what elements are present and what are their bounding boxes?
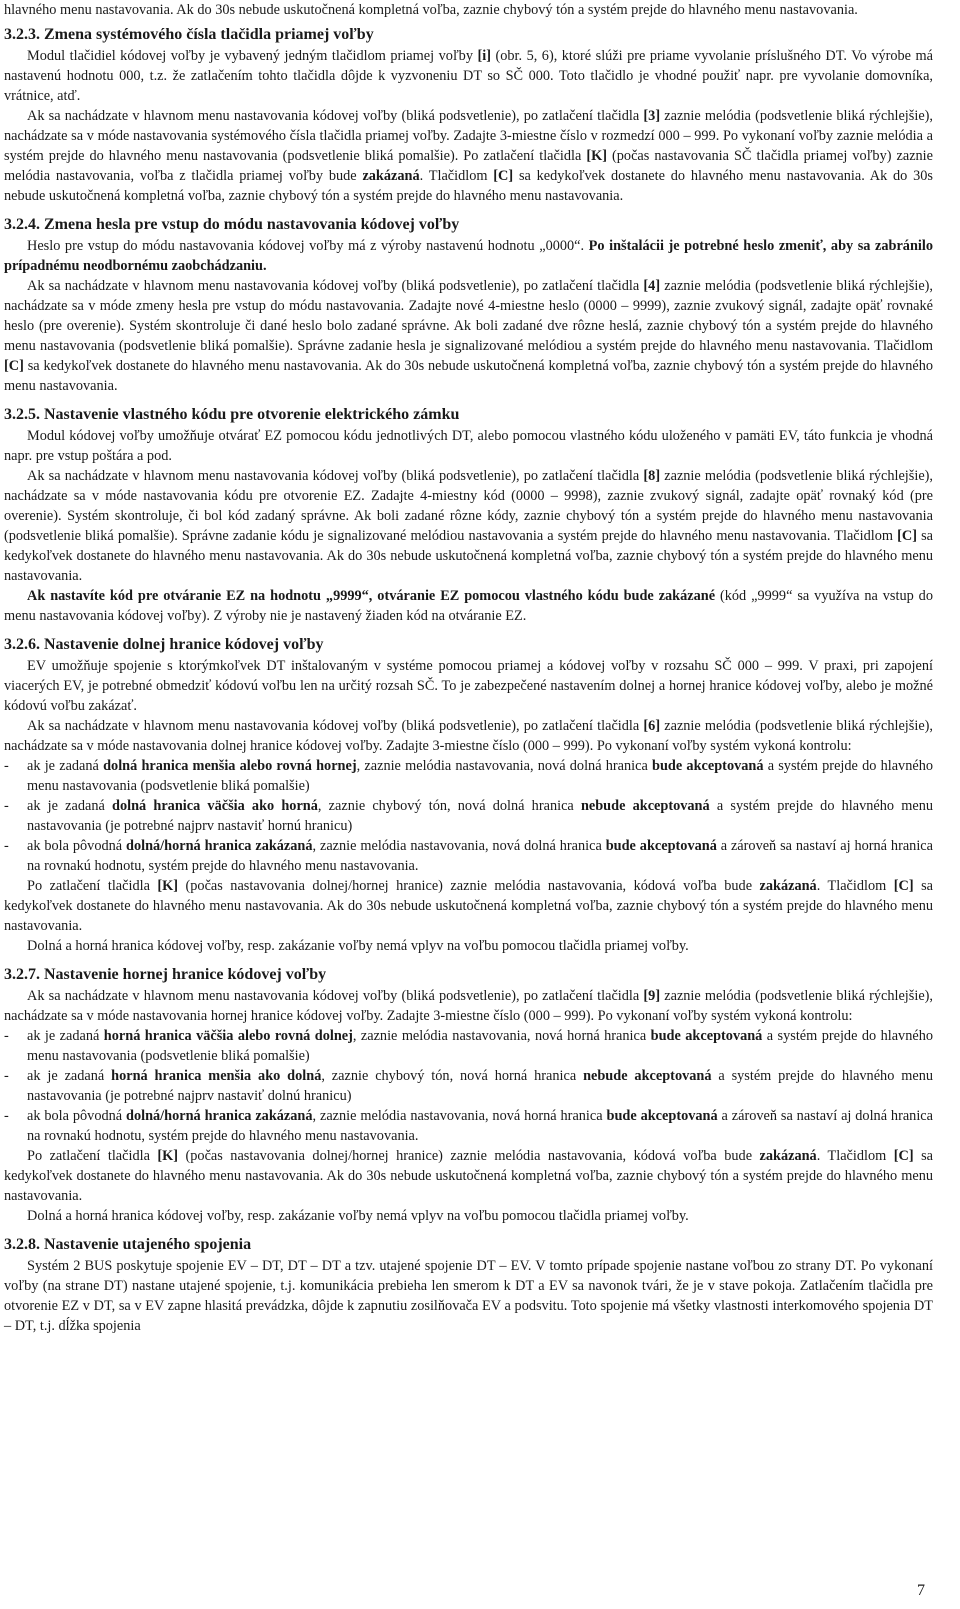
text-run: ak bola pôvodná <box>27 838 127 854</box>
list-item <box>4 796 933 836</box>
text-run: Po zatlačení tlačidla <box>27 1148 158 1164</box>
text-run: (kód „9999“ sa využíva na vstup do menu nastavovania kódovej voľby). Z výroby nie je nastavený žiaden kód na otváranie EZ. <box>4 588 933 624</box>
text-run: 3.2.4. Zmena hesla pre vstup do módu nastavovania kódovej voľby <box>4 216 460 233</box>
text-run: (počas nastavovania dolnej/hornej hranice) zaznie melódia nastavovania, kódová voľba bude <box>178 1148 760 1164</box>
bold-text: [C] <box>893 878 914 894</box>
section-heading <box>4 964 933 985</box>
text-run: . Tlačidlom <box>419 168 494 184</box>
text-run: ak je zadaná <box>27 758 104 774</box>
text-run: sa kedykoľvek dostanete do hlavného menu nastavovania. Ak do 30s nebude uskutočnená kompletná voľba, zaznie chybový tón a systém prejde do hlavného menu nastavovania. <box>4 358 933 394</box>
text-run: (počas nastavovania dolnej/hornej hranice) zaznie melódia nastavovania, kódová voľba bude <box>178 878 760 894</box>
bold-text: horná hranica menšia ako dolná <box>111 1068 322 1084</box>
text-run: 3.2.3. Zmena systémového čísla tlačidla priamej voľby <box>4 26 374 43</box>
text-run: 3.2.8. Nastavenie utajeného spojenia <box>4 1236 252 1253</box>
text-run: a zároveň sa nastaví aj dolná hranica na rovnakú hodnotu, systém prejde do hlavného menu nastavovania. <box>27 1108 933 1144</box>
paragraph <box>4 586 933 626</box>
text-run: Dolná a horná hranica kódovej voľby, resp. zakázanie voľby nemá vplyv na voľbu pomocou tlačidla priamej voľby. <box>27 1208 689 1224</box>
paragraph <box>4 426 933 466</box>
document-body <box>4 0 933 1336</box>
text-run: Ak sa nachádzate v hlavnom menu nastavovania kódovej voľby (bliká podsvetlenie), po zatlačení tlačidla <box>27 278 644 294</box>
text-run: zaznie melódia (podsvetlenie bliká rýchlejšie), nachádzate sa v móde zmeny hesla pre vstup do módu nastavovania. Zadajte nové 4-miestne heslo (0000 – 9999), zaznie zvukový signál, zadajte opäť rovnaké heslo (pre overenie). Systém skontroluje či dané heslo bolo zadané správne. Ak boli zadané dve rôzne heslá, zaznie chybový tón a systém prejde do hlavného menu nastavovania (podsvetlenie bliká pomalšie). Správne zadanie hesla je signalizované melódiou a systém prejde do hlavného menu nastavovania. Tlačidlom <box>4 278 933 354</box>
paragraph <box>4 716 933 756</box>
text-run: 3.2.6. Nastavenie dolnej hranice kódovej voľby <box>4 636 324 653</box>
bold-text: [3] <box>643 108 661 124</box>
bold-text: dolná/horná hranica zakázaná <box>126 1108 313 1124</box>
text-run: Ak sa nachádzate v hlavnom menu nastavovania kódovej voľby (bliká podsvetlenie), po zatlačení tlačidla <box>27 468 644 484</box>
bold-text: [K] <box>157 1148 179 1164</box>
text-run: Dolná a horná hranica kódovej voľby, resp. zakázanie voľby nemá vplyv na voľbu pomocou tlačidla priamej voľby. <box>27 938 689 954</box>
paragraph <box>4 236 933 276</box>
list-bullet: - <box>4 758 9 774</box>
bold-text: zakázaná <box>362 168 420 184</box>
section-heading <box>4 634 933 655</box>
text-run: zaznie melódia (podsvetlenie bliká rýchlejšie), nachádzate sa v móde nastavovania kódu pre otvorenie EZ. Zadajte 4-miestny kód (0000 – 9998), zaznie zvukový signál, zadajte opäť rovnaký kód (pre overenie). Systém skontroluje, či bol kód zadaný správne. Ak boli zadané rôzne kódy, zaznie chybový tón a systém prejde do hlavného menu nastavovania (podsvetlenie bliká pomalšie). Správne zadanie kódu je signalizované melódiou nastavovania a systém prejde do hlavného menu nastavovania. Tlačidlom <box>4 468 933 544</box>
bold-text: [C] <box>893 1148 914 1164</box>
bold-text: [C] <box>4 358 24 374</box>
bold-text: zakázaná <box>759 878 817 894</box>
bold-text: zakázaná <box>759 1148 817 1164</box>
text-run: (počas nastavovania SČ tlačidla priamej voľby) zaznie melódia nastavovania, voľba z tlačidla priamej voľby bude <box>4 148 934 184</box>
text-run: sa kedykoľvek dostanete do hlavného menu nastavovania. Ak do 30s nebude uskutočnená kompletná voľba, zaznie chybový tón a systém prejde do hlavného menu nastavovania. <box>4 1148 933 1204</box>
text-run: . Tlačidlom <box>816 1148 894 1164</box>
bold-text: bude akceptovaná <box>606 1108 718 1124</box>
text-run: , zaznie melódia nastavovania, nová dolná hranica <box>312 838 606 854</box>
bold-text: [K] <box>157 878 179 894</box>
text-run: Heslo pre vstup do módu nastavovania kódovej voľby má z výroby nastavenú hodnotu „0000“. <box>27 238 589 254</box>
bold-text: horná hranica väčšia alebo rovná dolnej <box>103 1028 353 1044</box>
text-run: zaznie melódia (podsvetlenie bliká rýchlejšie), nachádzate sa v móde nastavovania systémového čísla tlačidla priamej voľby. Zadajte 3-miestne číslo v rozmedzí 000 – 999. Po vykonaní voľby zaznie melódia a systém prejde do hlavného menu nastavovania (podsvetlenie bliká pomalšie). Po zatlačení tlačidla <box>4 108 933 164</box>
text-run: zaznie melódia (podsvetlenie bliká rýchlejšie), nachádzate sa v móde nastavovania hornej hranice kódovej voľby. Zadajte 3-miestne číslo (000 – 999). Po vykonaní voľby systém vykoná kontrolu: <box>4 988 933 1024</box>
bold-text: [6] <box>643 718 661 734</box>
bold-text: [C] <box>897 528 917 544</box>
list-item <box>4 1106 933 1146</box>
bold-text: bude akceptovaná <box>605 838 717 854</box>
text-run: a systém prejde do hlavného menu nastavovania (je potrebné najprv nastaviť hornú hranicu) <box>27 798 933 834</box>
paragraph <box>4 656 933 716</box>
text-run: Ak sa nachádzate v hlavnom menu nastavovania kódovej voľby (bliká podsvetlenie), po zatlačení tlačidla <box>27 988 644 1004</box>
bold-text: nebude akceptovaná <box>580 798 710 814</box>
list-item <box>4 1026 933 1066</box>
bold-text: [4] <box>643 278 661 294</box>
text-run: , zaznie chybový tón, nová dolná hranica <box>317 798 581 814</box>
text-run: 3.2.5. Nastavenie vlastného kódu pre otvorenie elektrického zámku <box>4 406 460 423</box>
page-number: 7 <box>917 1582 925 1599</box>
text-run: Modul tlačidiel kódovej voľby je vybavený jedným tlačidlom priamej voľby <box>27 48 478 64</box>
paragraph <box>4 1206 933 1226</box>
section-heading <box>4 24 933 45</box>
text-run: EV umožňuje spojenie s ktorýmkoľvek DT inštalovaným v systéme pomocou priamej a kódovej voľby v rozsahu SČ 000 – 999. V praxi, pri zapojení viacerých EV, je potrebné obmedziť kódovú voľbu len na určitý rozsah SČ. To je zabezpečené nastavením dolnej a hornej hranice kódovej voľby, alebo je možné kódovú voľbu zakázať. <box>4 658 933 714</box>
text-run: ak bola pôvodná <box>27 1108 127 1124</box>
text-run: ak je zadaná <box>27 1028 104 1044</box>
bold-text: [C] <box>493 168 514 184</box>
paragraph <box>4 1146 933 1206</box>
text-run: sa kedykoľvek dostanete do hlavného menu nastavovania. Ak do 30s nebude uskutočnená kompletná voľba, zaznie chybový tón a systém prejde do hlavného menu nastavovania. <box>4 168 933 204</box>
bold-text: Ak nastavíte kód pre otváranie EZ na hodnotu „9999“, otváranie EZ pomocou vlastného kódu bude zakázané <box>27 588 716 604</box>
section-heading <box>4 214 933 235</box>
text-run: . Tlačidlom <box>816 878 894 894</box>
text-run: ak je zadaná <box>27 1068 112 1084</box>
bold-text: [K] <box>586 148 607 164</box>
paragraph <box>4 876 933 936</box>
text-run: a zároveň sa nastaví aj horná hranica na rovnakú hodnotu, systém prejde do hlavného menu nastavovania. <box>27 838 933 874</box>
list-item <box>4 756 933 796</box>
text-run: , zaznie chybový tón, nová horná hranica <box>321 1068 584 1084</box>
paragraph <box>4 0 933 20</box>
bold-text: Po inštalácii je potrebné heslo zmeniť, aby sa zabránilo prípadnému neodbornému zaobchádzaniu. <box>4 238 934 274</box>
text-run: Po zatlačení tlačidla <box>27 878 158 894</box>
text-run: a systém prejde do hlavného menu nastavovania (podsvetlenie bliká pomalšie) <box>27 1028 933 1064</box>
text-run: sa kedykoľvek dostanete do hlavného menu nastavovania. Ak do 30s nebude uskutočnená kompletná voľba, zaznie chybový tón a systém prejde do hlavného menu nastavovania. <box>4 878 933 934</box>
paragraph <box>4 276 933 396</box>
bold-text: [8] <box>643 468 661 484</box>
paragraph <box>4 936 933 956</box>
bold-text: nebude akceptovaná <box>583 1068 712 1084</box>
bold-text: bude akceptovaná <box>652 758 764 774</box>
text-run: 3.2.7. Nastavenie hornej hranice kódovej voľby <box>4 966 327 983</box>
list-item <box>4 1066 933 1106</box>
list-bullet: - <box>4 798 9 814</box>
bold-text: bude akceptovaná <box>650 1028 763 1044</box>
document-page <box>4 0 933 1609</box>
text-run: sa kedykoľvek dostanete do hlavného menu nastavovania. Ak do 30s nebude uskutočnená kompletná voľba, zaznie chybový tón a systém prejde do hlavného menu nastavovania. <box>4 528 934 584</box>
section-heading <box>4 1234 933 1255</box>
section-heading <box>4 404 933 425</box>
paragraph <box>4 106 933 206</box>
text-run: Modul kódovej voľby umožňuje otvárať EZ pomocou kódu jednotlivých DT, alebo pomocou vlastného kódu uloženého v pamäti EV, táto funkcia je vhodná napr. pre vstup poštára a pod. <box>4 428 933 464</box>
text-run: Ak sa nachádzate v hlavnom menu nastavovania kódovej voľby (bliká podsvetlenie), po zatlačení tlačidla <box>27 108 644 124</box>
text-run: a systém prejde do hlavného menu nastavovania (je potrebné najprv nastaviť dolnú hranicu) <box>27 1068 933 1104</box>
bold-text: dolná hranica menšia alebo rovná hornej <box>103 758 357 774</box>
list-bullet: - <box>4 1028 9 1044</box>
text-run: , zaznie melódia nastavovania, nová horná hranica <box>352 1028 651 1044</box>
paragraph <box>4 46 933 106</box>
text-run: a systém prejde do hlavného menu nastavovania (podsvetlenie bliká pomalšie) <box>27 758 933 794</box>
paragraph <box>4 1256 933 1336</box>
list-item <box>4 836 933 876</box>
text-run: Systém 2 BUS poskytuje spojenie EV – DT, DT – DT a tzv. utajené spojenie DT – EV. V tomto prípade spojenie nastane voľbou zo strany DT. Po vykonaní voľby (na strane DT) nastane utajené spojenie, t.j. komunikácia prebieha len smerom k DT a EV sa navonok tvári, že je v stave pokoja. Zatlačením tlačidla pre otvorenie EZ v DT, sa v EV zapne hlasitá prevádzka, dôjde k zapnutiu zosilňovača EV a podsvitu. Toto spojenie má všetky vlastnosti interkomového spojenia DT – DT, t.j. dĺžka spojenia <box>4 1258 933 1334</box>
paragraph <box>4 466 933 586</box>
text-run: , zaznie melódia nastavovania, nová horná hranica <box>312 1108 607 1124</box>
text-run: (obr. 5, 6), ktoré slúži pre priame vyvolanie príslušného DT. Vo výrobe má nastavenú hodnotu 000, t.z. že zatlačením tohto tlačidla dôjde k vyzvoneniu DT so SČ 000. Toto tlačidlo je vhodné použiť napr. pre vyvolanie domovníka, vrátnice, atď. <box>4 48 933 104</box>
bold-text: dolná/horná hranica zakázaná <box>126 838 313 854</box>
bold-text: [i] <box>477 48 491 64</box>
list-bullet: - <box>4 1108 9 1124</box>
text-run: ak je zadaná <box>27 798 113 814</box>
list-bullet: - <box>4 838 9 854</box>
bold-text: dolná hranica väčšia ako horná <box>112 798 318 814</box>
text-run: hlavného menu nastavovania. Ak do 30s nebude uskutočnená kompletná voľba, zaznie chybový tón a systém prejde do hlavného menu nastavovania. <box>4 2 858 18</box>
paragraph <box>4 986 933 1026</box>
text-run: , zaznie melódia nastavovania, nová dolná hranica <box>356 758 653 774</box>
text-run: zaznie melódia (podsvetlenie bliká rýchlejšie), nachádzate sa v móde nastavovania dolnej hranice kódovej voľby. Zadajte 3-miestne číslo (000 – 999). Po vykonaní voľby systém vykoná kontrolu: <box>4 718 933 754</box>
bold-text: [9] <box>643 988 661 1004</box>
text-run: Ak sa nachádzate v hlavnom menu nastavovania kódovej voľby (bliká podsvetlenie), po zatlačení tlačidla <box>27 718 644 734</box>
list-bullet: - <box>4 1068 9 1084</box>
